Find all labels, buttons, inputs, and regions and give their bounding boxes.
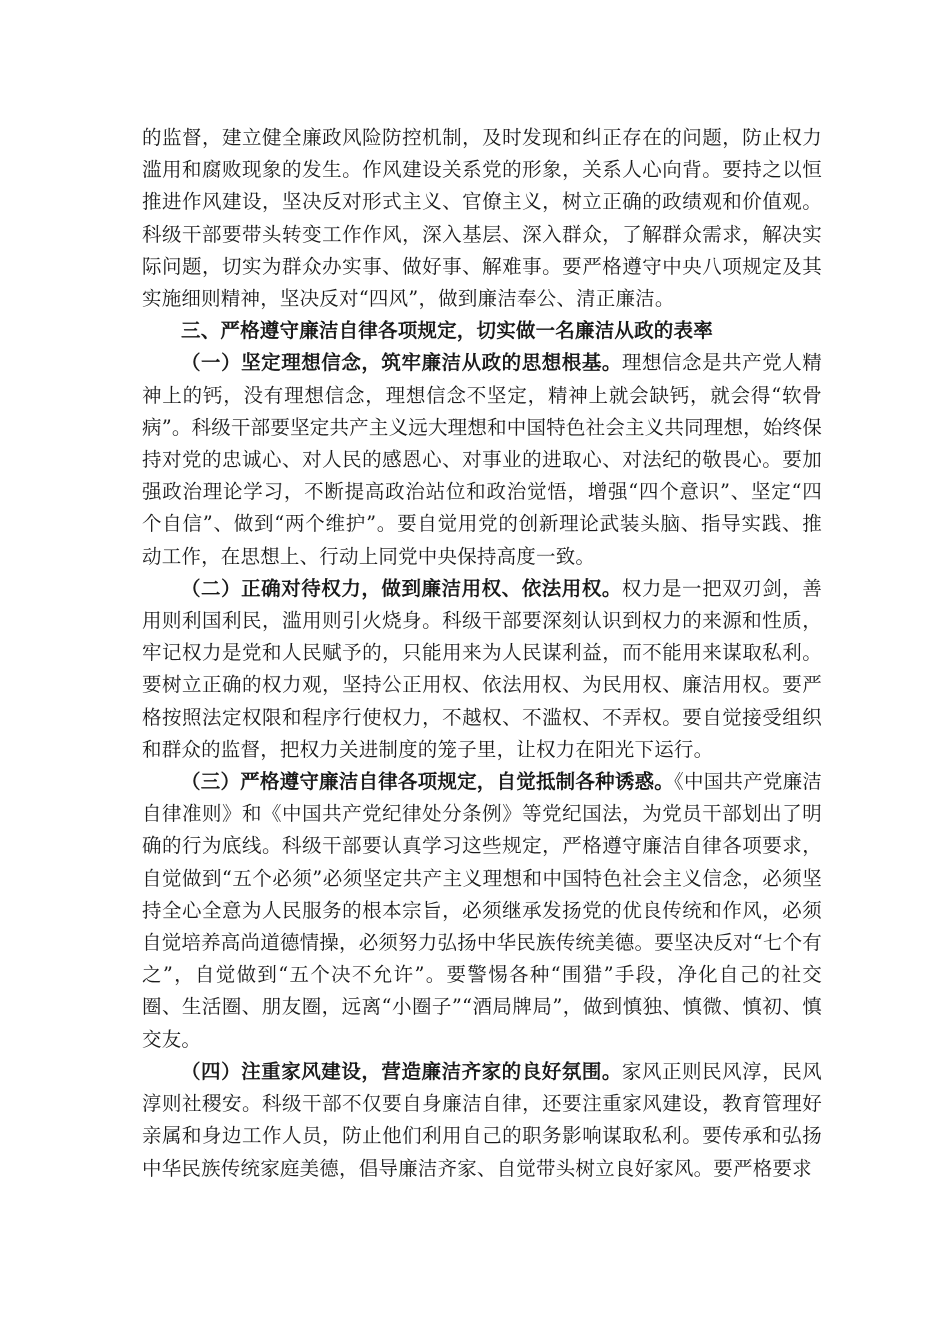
paragraph-continuation: [142, 122, 822, 315]
paragraph-text: 家风正则民风淳，民风淳则社稷安。科级干部不仅要自身廉洁自律，还要注重家风建设，教育管理好亲属和身边工作人员，防止他们利用自己的职务影响谋取私利。要传承和弘扬中华民族传统家庭美德，倡导廉洁齐家、自觉带头树立良好家风。要严格要求: [142, 1059, 822, 1180]
paragraph-2: [142, 573, 822, 766]
sub-heading-4: （四）注重家风建设，营造廉洁齐家的良好氛围。: [181, 1059, 622, 1083]
paragraph-text: 《中国共产党廉洁自律准则》和《中国共产党纪律处分条例》等党纪国法，为党员干部划出了明确的行为底线。科级干部要认真学习这些规定，严格遵守廉洁自律各项要求，自觉做到“五个必须”必须坚定共产主义理想和中国特色社会主义信念，必须坚持全心全意为人民服务的根本宗旨，必须继承发扬党的优良传统和作风，必须自觉培养高尚道德情操，必须努力弘扬中华民族传统美德。要坚决反对“七个有之”，自觉做到“五个决不允许”。要警惕各种“围猎”手段，净化自己的社交圈、生活圈、朋友圈，远离“小圈子”“酒局牌局”，做到慎独、慎微、慎初、慎交友。: [142, 770, 822, 1051]
paragraph-text: 权力是一把双刃剑，善用则利国利民，滥用则引火烧身。科级干部要深刻认识到权力的来源和性质，牢记权力是党和人民赋予的，只能用来为人民谋利益，而不能用来谋取私利。要树立正确的权力观，坚持公正用权、依法用权、为民用权、廉洁用权。要严格按照法定权限和程序行使权力，不越权、不滥权、不弄权。要自觉接受组织和群众的监督，把权力关进制度的笼子里，让权力在阳光下运行。: [142, 576, 822, 761]
paragraph-text: 理想信念是共产党人精神上的钙，没有理想信念，理想信念不坚定，精神上就会缺钙，就会得“软骨病”。科级干部要坚定共产主义远大理想和中国特色社会主义共同理想，始终保持对党的忠诚心、对人民的感恩心、对事业的进取心、对法纪的敬畏心。要加强政治理论学习，不断提高政治站位和政治觉悟，增强“四个意识”、坚定“四个自信”、做到“两个维护”。要自觉用党的创新理论武装头脑、指导实践、推动工作，在思想上、行动上同党中央保持高度一致。: [142, 351, 822, 568]
document-page: [142, 122, 822, 1185]
section-heading-3: [142, 315, 822, 347]
sub-heading-3: （三）严格遵守廉洁自律各项规定，自觉抵制各种诱惑。: [181, 770, 674, 794]
paragraph-text: 的监督，建立健全廉政风险防控机制，及时发现和纠正存在的问题，防止权力滥用和腐败现象的发生。作风建设关系党的形象，关系人心向背。要持之以恒推进作风建设，坚决反对形式主义、官僚主义，树立正确的政绩观和价值观。科级干部要带头转变工作作风，深入基层、深入群众，了解群众需求，解决实际问题，切实为群众办实事、做好事、解难事。要严格遵守中央八项规定及其实施细则精神，坚决反对“四风”，做到廉洁奉公、清正廉洁。: [142, 126, 822, 311]
paragraph-1: [142, 347, 822, 572]
paragraph-3: [142, 766, 822, 1056]
paragraph-4: [142, 1056, 822, 1185]
sub-heading-1: （一）坚定理想信念，筑牢廉洁从政的思想根基。: [181, 351, 622, 375]
section-heading-text: 三、严格遵守廉洁自律各项规定，切实做一名廉洁从政的表率: [181, 319, 713, 343]
sub-heading-2: （二）正确对待权力，做到廉洁用权、依法用权。: [181, 576, 622, 600]
